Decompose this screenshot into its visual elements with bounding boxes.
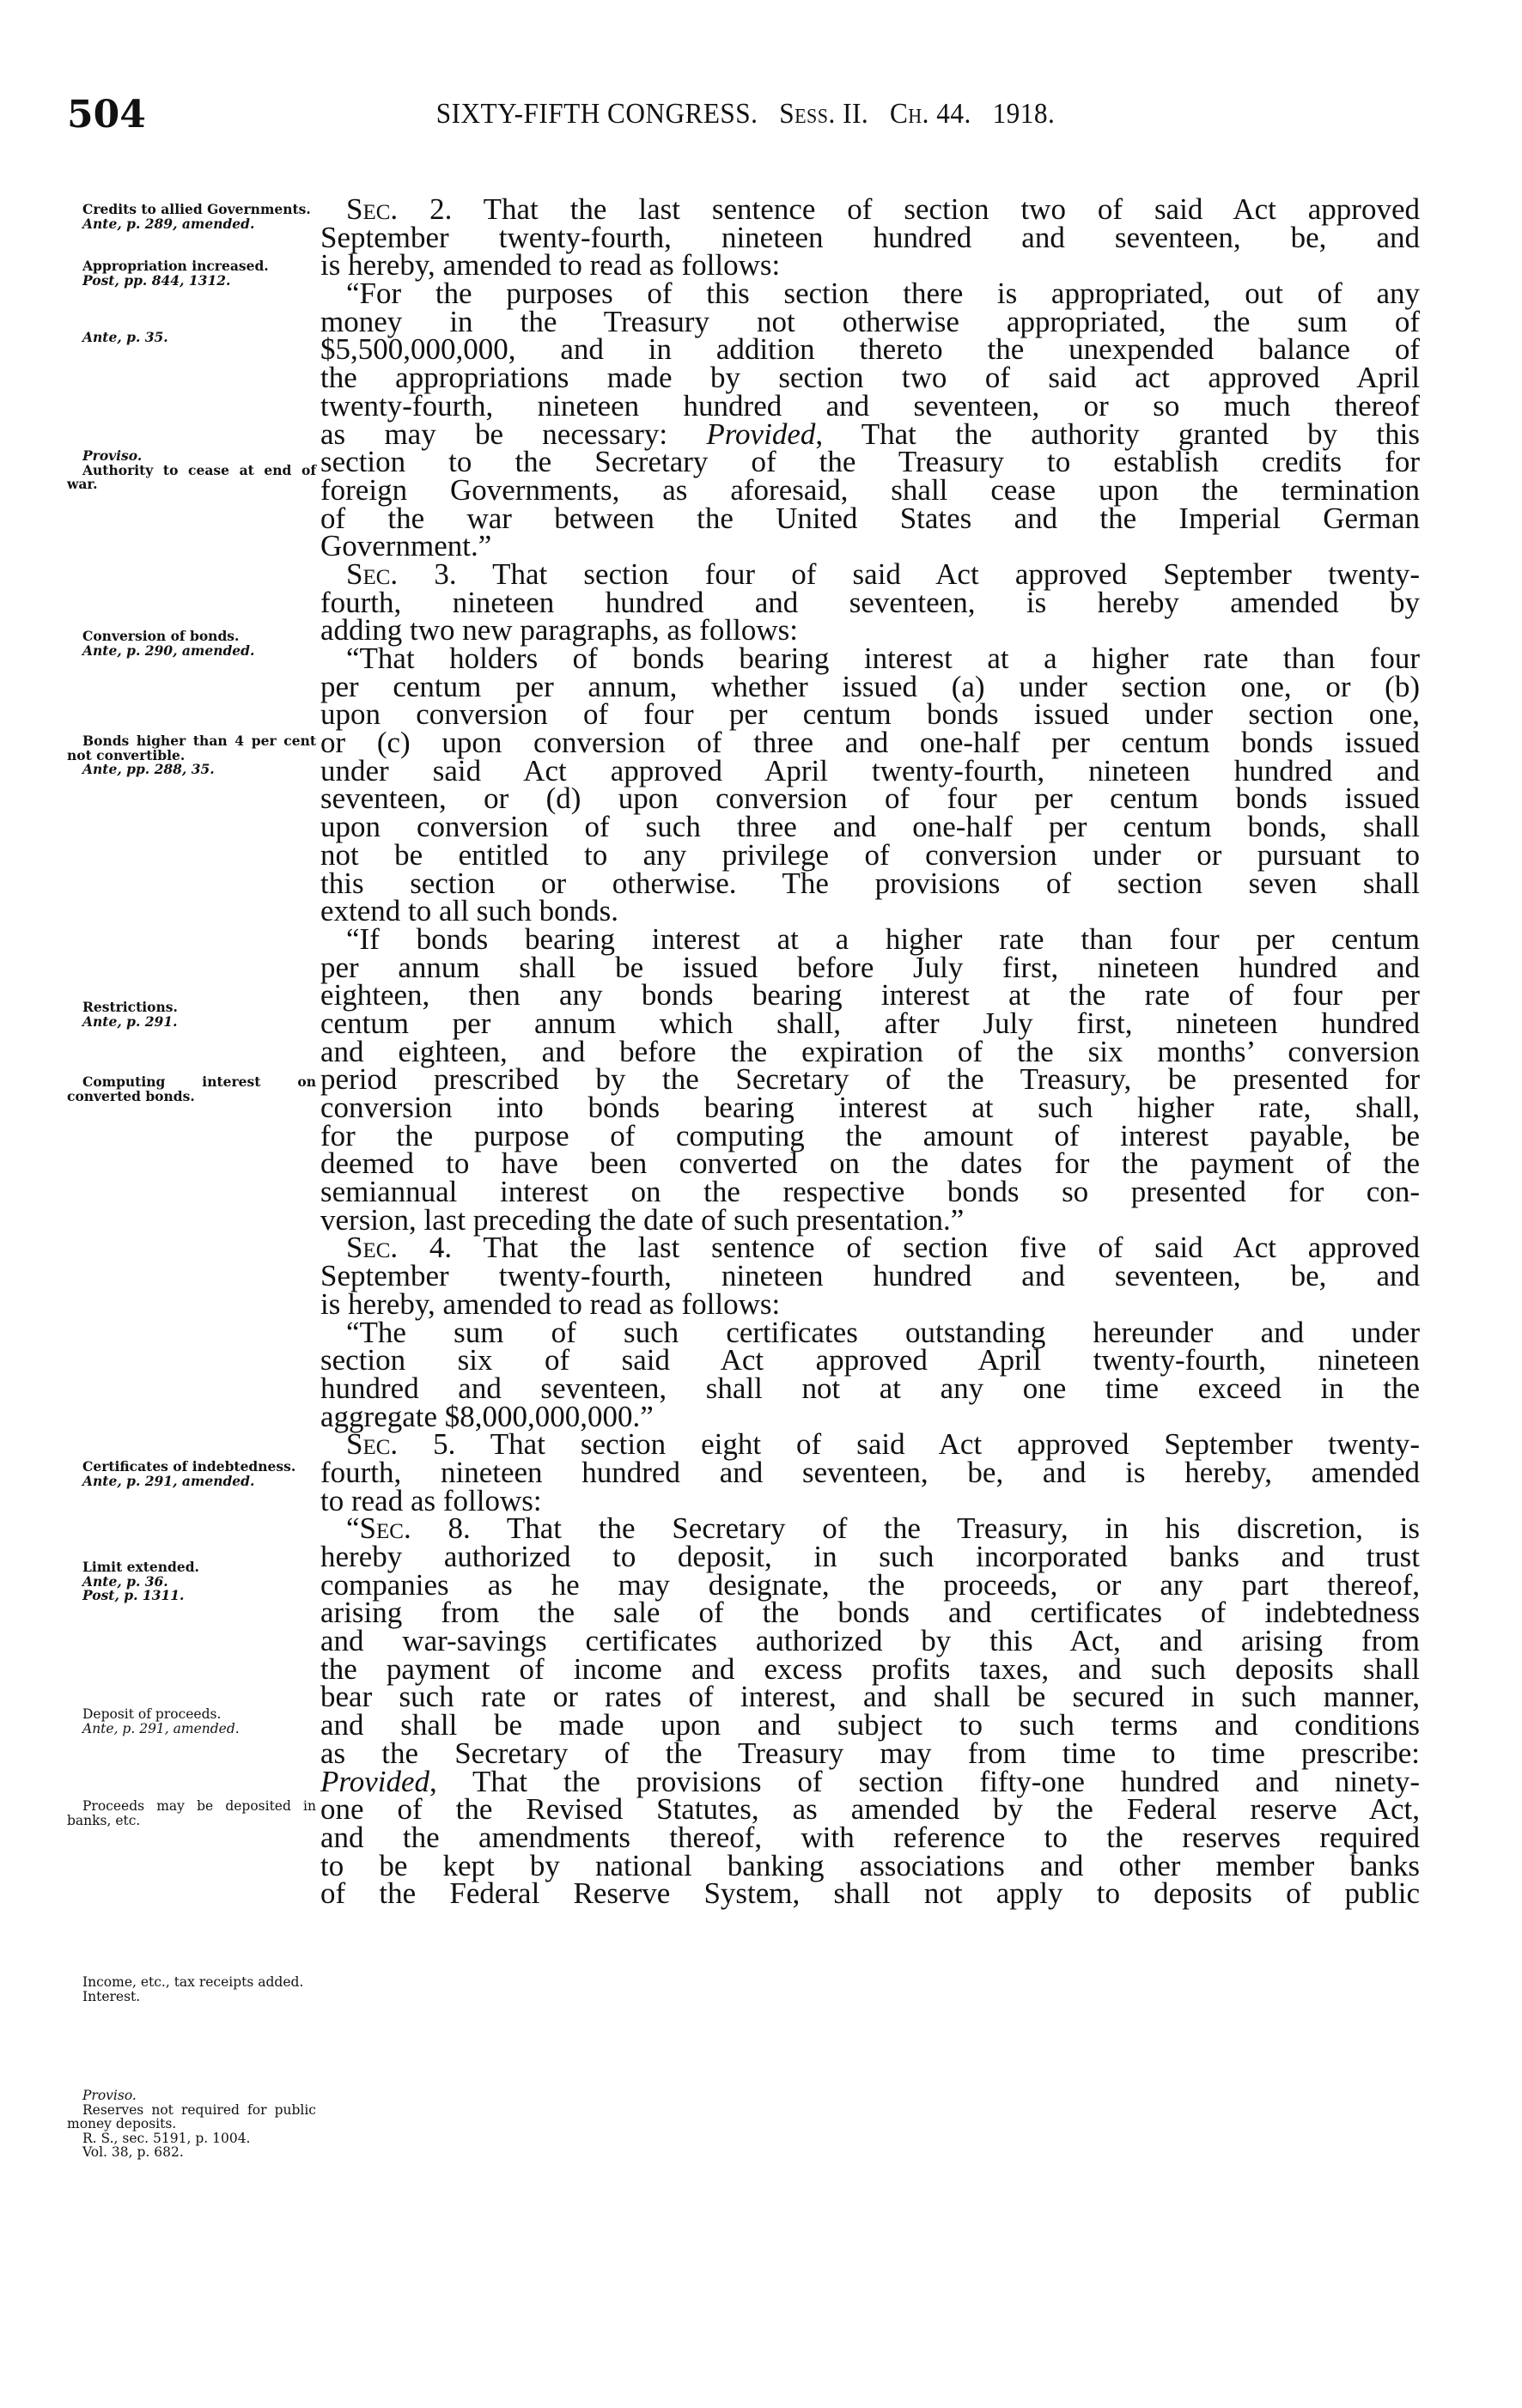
body-line: twenty-fourth, nineteen hundred and seventeen, or so much thereof (320, 388, 1420, 423)
body-line: $5,500,000,000, and in addition thereto the unexpended balance of (320, 332, 1420, 367)
body-line: September twenty-fourth, nineteen hundred and seventeen, be, and (320, 220, 1420, 254)
margin-note-ref: Ante, p. 290, amended. (82, 642, 255, 659)
running-head (121, 98, 1370, 131)
body-line: and eighteen, and before the expiration of the six months’ conversion (320, 1034, 1420, 1068)
body-line: “If bonds bearing interest at a higher rate than four per centum (346, 921, 1420, 956)
body-line: arising from the sale of the bonds and certificates of indebtedness (320, 1596, 1420, 1630)
body-line: Sec. 4. That the last sentence of section five of said Act approved (346, 1231, 1420, 1265)
margin-note (67, 1460, 316, 1488)
margin-note-title: Conversion of bonds. (82, 628, 240, 644)
body-line: and war-savings certificates authorized by this Act, and arising from (320, 1624, 1420, 1658)
page-header (67, 93, 1424, 136)
congress-label: SIXTY-FIFTH CONGRESS. (435, 98, 758, 130)
margin-note-ref: R. S., sec. 5191, p. 1004. (82, 2130, 251, 2146)
margin-note-ref: Authority to cease at end of war. (67, 461, 316, 492)
body-line: Government.” (320, 529, 492, 563)
margin-note (67, 734, 316, 777)
margin-note-ref: Vol. 38, p. 682. (82, 2144, 184, 2160)
body-line: per centum per annum, whether issued (a) under section one, or (b) (320, 669, 1420, 703)
margin-note-ref: Ante, p. 291. (82, 1012, 178, 1030)
body-line: one of the Revised Statutes, as amended by the Federal reserve Act, (320, 1792, 1420, 1827)
body-line: foreign Governments, as aforesaid, shall cease upon the termination (320, 472, 1420, 507)
body-line: and shall be made upon and subject to such terms and conditions (320, 1708, 1420, 1742)
body-line: Provided, That the provisions of section fifty-one hundred and ninety- (320, 1764, 1420, 1798)
body-line: period prescribed by the Secretary of the Treasury, be presented for (320, 1062, 1420, 1097)
body-line: Sec. 3. That section four of said Act approved September twenty- (346, 556, 1420, 591)
margin-note-title: Bonds higher than 4 per cent not convertible. (67, 733, 316, 763)
margin-note-title: Proviso. (82, 447, 143, 464)
margin-note-title: Income, etc., tax receipts added. (82, 1974, 304, 1990)
margin-note (67, 1075, 316, 1104)
margin-note-ref: Ante, p. 36. (82, 1572, 168, 1590)
body-line: upon conversion of such three and one-half per centum bonds, shall (320, 810, 1420, 844)
margin-note-title: Appropriation increased. (82, 258, 269, 274)
body-line: of the war between the United States and the Imperial German (320, 501, 1420, 535)
margin-note (67, 1799, 316, 1827)
body-line: semiannual interest on the respective bonds so presented for con- (320, 1175, 1420, 1209)
body-line: per annum shall be issued before July first, nineteen hundred and (320, 950, 1420, 984)
body-line: Sec. 5. That section eight of said Act approved September twenty- (346, 1427, 1420, 1462)
body-line: under said Act approved April twenty-fourth, nineteen hundred and (320, 753, 1420, 787)
body-line: hereby authorized to deposit, in such incorporated banks and trust (320, 1540, 1420, 1573)
body-line: is hereby, amended to read as follows: (320, 1286, 781, 1321)
body-line: Sec. 2. That the last sentence of section two of said Act approved (346, 192, 1420, 226)
margin-note-title: Credits to allied Governments. (82, 201, 311, 217)
margin-note (67, 1000, 316, 1029)
session-label: Sess. II. (779, 98, 869, 130)
margin-note-ref: Post, pp. 844, 1312. (82, 271, 231, 289)
body-line: bear such rate or rates of interest, and shall be secured in such manner, (320, 1680, 1420, 1714)
margin-note (67, 629, 316, 658)
body-line: “Sec. 8. That the Secretary of the Treasury, in his discretion, is (346, 1511, 1420, 1546)
margin-note-title: Proviso. (82, 2088, 137, 2103)
body-line: or (c) upon conversion of three and one-half per centum bonds issued (320, 726, 1420, 760)
year-label: 1918. (992, 98, 1056, 130)
body-line: money in the Treasury not otherwise appropriated, the sum of (320, 304, 1420, 338)
body-line: fourth, nineteen hundred and seventeen, be, and is hereby, amended (320, 1455, 1420, 1489)
body-line: as the Secretary of the Treasury may from time to time prescribe: (320, 1736, 1420, 1770)
body-line: and the amendments thereof, with reference to the reserves required (320, 1820, 1420, 1854)
body-line: upon conversion of four per centum bonds issued under section one, (320, 697, 1420, 732)
body-text (320, 192, 1420, 1911)
margin-note-title: Proceeds may be deposited in banks, etc. (67, 1798, 316, 1828)
body-line: the appropriations made by section two of said act approved April (320, 361, 1420, 395)
body-line: centum per annum which shall, after July first, nineteen hundred (320, 1006, 1420, 1040)
margin-note (67, 2089, 316, 2160)
margin-note-title: Restrictions. (82, 999, 178, 1015)
page-number: 504 (67, 93, 146, 137)
body-line: deemed to have been converted on the dates for the payment of the (320, 1146, 1420, 1181)
margin-note (67, 1975, 316, 2004)
body-line: version, last preceding the date of such presentation.” (320, 1202, 965, 1237)
body-line: fourth, nineteen hundred and seventeen, is hereby amended by (320, 585, 1420, 619)
margin-note-ref: Ante, pp. 288, 35. (82, 761, 215, 777)
body-line: “That holders of bonds bearing interest at a higher rate than four (346, 642, 1420, 675)
margin-note-title: Deposit of proceeds. (82, 1706, 222, 1722)
body-line: seventeen, or (d) upon conversion of four per centum bonds issued (320, 781, 1420, 816)
body-line: section six of said Act approved April twenty-fourth, nineteen (320, 1343, 1420, 1377)
chapter-label: Ch. 44. (889, 98, 971, 130)
body-line: September twenty-fourth, nineteen hundred and seventeen, be, and (320, 1259, 1420, 1293)
body-line: “For the purposes of this section there is appropriated, out of any (346, 277, 1420, 311)
body-line: is hereby, amended to read as follows: (320, 248, 781, 283)
body-line: to be kept by national banking associations and other member banks (320, 1848, 1420, 1882)
margin-note (67, 1707, 316, 1736)
body-line: aggregate $8,000,000,000.” (320, 1399, 654, 1433)
body-line: conversion into bonds bearing interest at such higher rate, shall, (320, 1091, 1420, 1124)
body-line: to read as follows: (320, 1483, 542, 1517)
margin-note-ref: Reserves not required for public money deposits. (67, 2101, 316, 2131)
body-line: companies as he may designate, the proceeds, or any part thereof, (320, 1567, 1420, 1602)
margin-note-title: Limit extended. (82, 1559, 199, 1575)
margin-note (67, 449, 316, 492)
body-line: section to the Secretary of the Treasury to establish credits for (320, 445, 1420, 479)
body-line: hundred and seventeen, shall not at any one time exceed in the (320, 1371, 1420, 1405)
margin-note-ref: Interest. (82, 1988, 141, 2004)
margin-note-title: Computing interest on converted bonds. (67, 1073, 316, 1104)
body-line: for the purpose of computing the amount of interest payable, be (320, 1118, 1420, 1152)
margin-note-ref: Post, p. 1311. (82, 1587, 185, 1603)
margin-note (67, 203, 316, 231)
margin-note-ref: Ante, p. 289, amended. (82, 215, 255, 232)
margin-note (67, 1560, 316, 1603)
margin-note-ref: Ante, p. 291, amended. (82, 1472, 255, 1489)
margin-note (67, 331, 316, 345)
body-line: of the Federal Reserve System, shall not apply to deposits of public (320, 1876, 1420, 1911)
body-line: adding two new paragraphs, as follows: (320, 613, 798, 648)
margin-note-ref: Ante, p. 35. (82, 329, 168, 345)
body-line: eighteen, then any bonds bearing interest at the rate of four per (320, 978, 1420, 1012)
body-line: this section or otherwise. The provisions of section seven shall (320, 866, 1420, 900)
body-line: extend to all such bonds. (320, 894, 619, 928)
margin-note (67, 259, 316, 288)
body-line: as may be necessary: Provided, That the authority granted by this (320, 417, 1420, 451)
body-line: the payment of income and excess profits taxes, and such deposits shall (320, 1651, 1420, 1686)
margin-note-title: Certificates of indebtedness. (82, 1458, 296, 1475)
margin-note-ref: Ante, p. 291, amended. (82, 1720, 240, 1736)
body-line: not be entitled to any privilege of conversion under or pursuant to (320, 837, 1420, 872)
body-line: “The sum of such certificates outstanding hereunder and under (346, 1315, 1420, 1349)
